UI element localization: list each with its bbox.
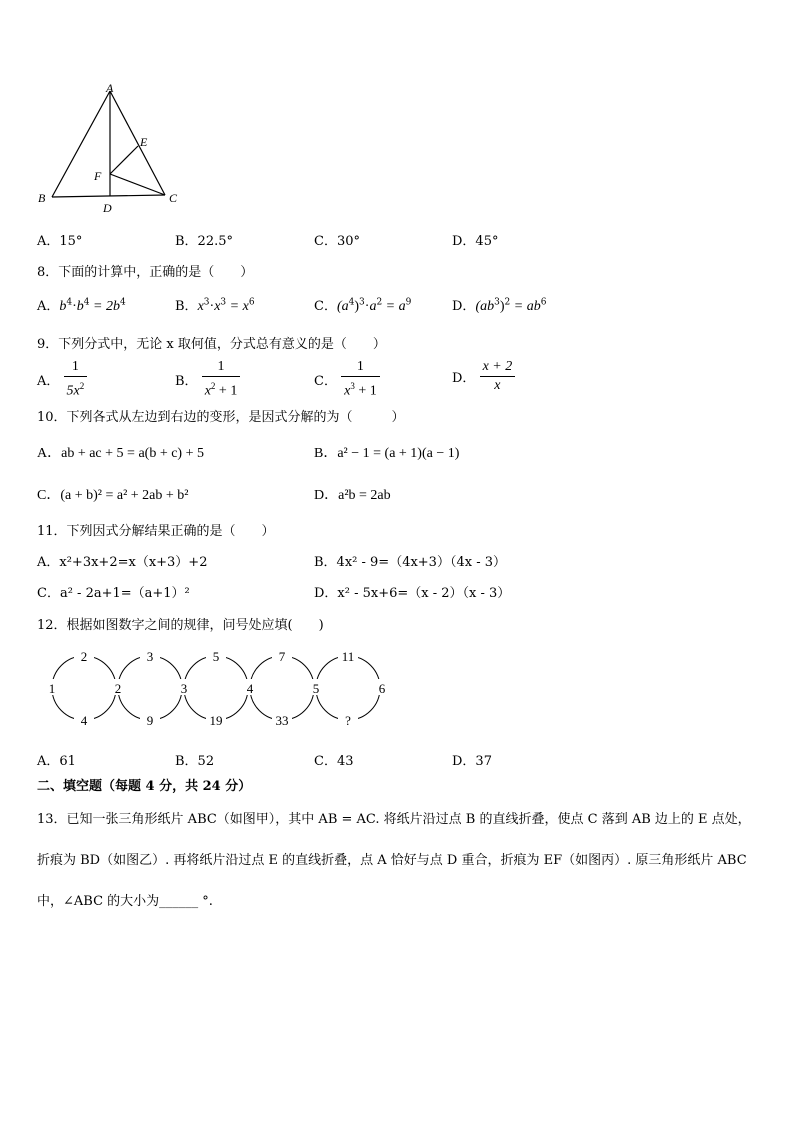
q11-option-d: D．x² - 5x+6=（x - 2）（x - 3） <box>314 586 511 601</box>
label-E: E <box>140 135 148 149</box>
label-C: C <box>169 191 178 205</box>
q7-option-a: A．15° <box>37 234 83 249</box>
q11-stem: 11．下列因式分解结果正确的是（ ） <box>37 524 275 539</box>
q9-option-b: B． $\frac{1}{x^2 + 1}$ <box>175 358 240 401</box>
pattern-bottom-number: 9 <box>146 713 154 728</box>
pattern-middle-number: 4 <box>246 681 254 696</box>
q10-option-b: B．a² − 1 = (a + 1)(a − 1) <box>314 446 460 461</box>
label-F: F <box>94 169 102 183</box>
pattern-top-number: 7 <box>278 649 286 664</box>
q7-option-b: B．22.5° <box>175 234 233 249</box>
number-pattern-diagram <box>40 645 390 735</box>
pattern-bottom-number: ? <box>345 713 351 728</box>
q9-option-c: C． $\frac{1}{x^3 + 1}$ <box>314 358 380 401</box>
pattern-circle <box>184 656 248 720</box>
q9-option-d: D． $\frac{x + 2}{x}$ <box>452 358 515 395</box>
q7-option-d: D．45° <box>452 234 499 249</box>
q12-option-b: B．52 <box>175 754 215 769</box>
pattern-circle <box>316 656 380 720</box>
pattern-middle-number: 6 <box>378 681 386 696</box>
pattern-middle-number: 2 <box>114 681 122 696</box>
pattern-bottom-number: 33 <box>275 713 289 728</box>
q13-line2: 折痕为 BD（如图乙）. 再将纸片沿过点 E 的直线折叠，点 A 恰好与点 D 重合，折痕为 EF（如图丙）. 原三角形纸片 ABC <box>37 853 747 868</box>
pattern-bottom-number: 19 <box>209 713 223 728</box>
q8-option-d: D．$(ab^3)^2 = ab^6$ <box>452 297 547 314</box>
pattern-middle-number: 1 <box>48 681 56 696</box>
q8-option-b: B．$x^3\cdot x^3 = x^6$ <box>175 297 255 314</box>
q11-option-c: C．a² - 2a+1=（a+1）² <box>37 586 190 601</box>
q12-option-c: C．43 <box>314 754 354 769</box>
section-heading: 二、填空题（每题 4 分，共 24 分） <box>37 779 252 794</box>
triangle-figure <box>30 80 190 215</box>
pattern-top-number: 3 <box>146 649 154 664</box>
q10-option-d: D．a²b = 2ab <box>314 488 391 503</box>
q10-option-a: A．ab + ac + 5 = a(b + c) + 5 <box>37 446 204 461</box>
label-B: B <box>38 191 46 205</box>
q13-line3: 中，∠ABC 的大小为______ °. <box>37 894 213 909</box>
pattern-bottom-number: 4 <box>80 713 88 728</box>
q12-stem: 12．根据如图数字之间的规律，问号处应填( ) <box>37 618 324 633</box>
q11-option-a: A．x²+3x+2=x（x+3）+2 <box>37 555 208 570</box>
pattern-top-number: 2 <box>80 649 88 664</box>
q10-stem: 10．下列各式从左边到右边的变形，是因式分解的为（ ） <box>37 410 405 425</box>
label-D: D <box>103 201 112 215</box>
q10-option-c: C．(a + b)² = a² + 2ab + b² <box>37 488 189 503</box>
pattern-middle-number: 5 <box>312 681 320 696</box>
q12-option-a: A．61 <box>37 754 76 769</box>
q9-option-a: A． $\frac{1}{5x^2}$ <box>37 358 87 401</box>
q9-stem: 9．下列分式中，无论 x 取何值，分式总有意义的是（ ） <box>37 337 386 352</box>
pattern-circle <box>250 656 314 720</box>
pattern-circle <box>118 656 182 720</box>
q8-stem: 8．下面的计算中，正确的是（ ） <box>37 265 254 280</box>
q7-option-c: C．30° <box>314 234 360 249</box>
pattern-top-number: 11 <box>341 649 355 664</box>
q8-option-c: C．$(a^4)^3\cdot a^2 = a^9$ <box>314 297 412 314</box>
q11-option-b: B．4x² - 9=（4x+3）（4x - 3） <box>314 555 506 570</box>
q12-option-d: D．37 <box>452 754 492 769</box>
q8-option-a: A．$b^4\cdot b^4 = 2b^4$ <box>37 297 126 314</box>
label-A: A <box>106 81 114 95</box>
pattern-circle <box>52 656 116 720</box>
pattern-middle-number: 3 <box>180 681 188 696</box>
q13-line1: 13．已知一张三角形纸片 ABC（如图甲），其中 AB = AC. 将纸片沿过点 B 的直线折叠，使点 C 落到 AB 边上的 E 点处， <box>37 812 751 827</box>
pattern-top-number: 5 <box>212 649 220 664</box>
